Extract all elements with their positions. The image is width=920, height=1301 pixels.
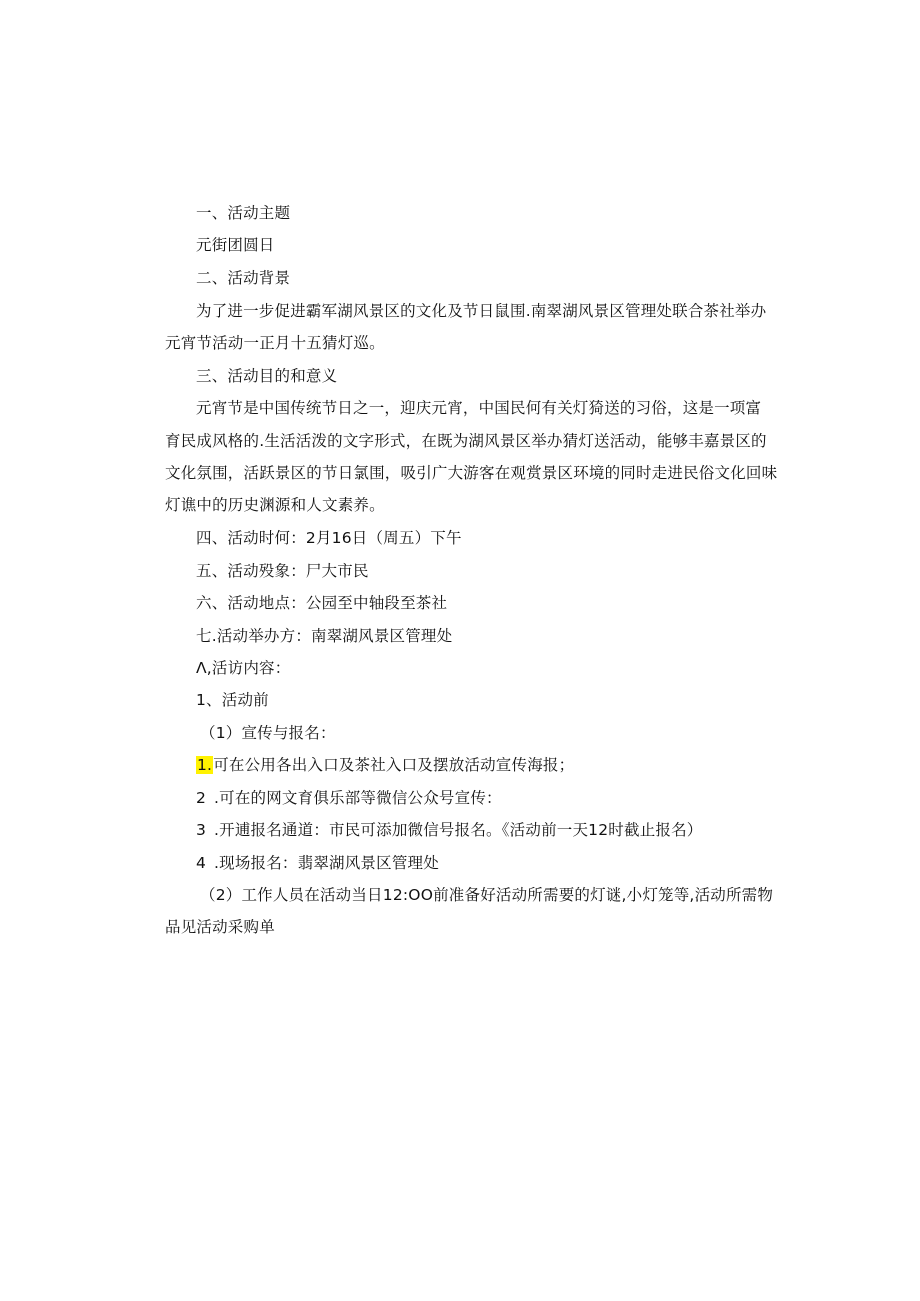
list-item-1 xyxy=(196,754,574,776)
section-8-content-title: Λ,活访内容： xyxy=(196,659,291,677)
section-2-title: 二、活动背景 xyxy=(196,269,291,287)
section-2-paragraph-line-1: 为了进一步促进霸军湖风景区的文化及节日鼠围.南翠湖风景区管理处联合茶社举办 xyxy=(196,302,767,320)
section-7-organizer: 七.活动举办方：南翠湖风景区管理处 xyxy=(196,627,453,645)
section-3-paragraph-line-4: 灯谯中的历史渊源和人文素养。 xyxy=(165,496,385,514)
section-3-paragraph-line-1: 元宵节是中国传统节日之一，迎庆元宵，中国民何有关灯猗送的习俗，这是一项富 xyxy=(196,399,762,417)
list-item-4 xyxy=(196,852,439,874)
sub-item-1-publicity: （1）宣传与报名： xyxy=(200,724,336,742)
section-3-paragraph-line-2: 育民成风格的.生活活泼的文字形式，在既为湖风景区举办猜灯送活动，能够丰嘉景区的 xyxy=(165,432,767,450)
section-1-text: 元街团圆日 xyxy=(196,236,275,254)
section-3-title: 三、活动目的和意义 xyxy=(196,367,338,385)
list-item-2 xyxy=(196,787,502,809)
list-item-2-text: .可在的网文育俱乐部等微信公众号宣传： xyxy=(214,789,502,807)
list-item-2-number: 2 xyxy=(196,789,207,807)
item-1-before-activity: 1、活动前 xyxy=(196,691,269,709)
list-item-3-text: .开逋报名通道：市民可添加微信号报名。《活动前一天12时截止报名） xyxy=(214,821,703,839)
section-5-audience: 五、活动殁象：尸大市民 xyxy=(196,562,369,580)
sub-item-2-line-1: （2）工作人员在活动当日12:OO前准备好活动所需要的灯谜,小灯笼等,活动所需物 xyxy=(200,886,774,904)
list-item-1-text: 可在公用各出入口及茶社入口及摆放活动宣传海报； xyxy=(213,756,575,774)
section-1-title: 一、活动主题 xyxy=(196,204,291,222)
section-2-paragraph-line-2: 元宵节活动一正月十五猜灯巡。 xyxy=(165,334,385,352)
section-4-time: 四、活动时何：2月16日（周五）下午 xyxy=(196,529,462,547)
highlighted-number: 1. xyxy=(197,756,213,774)
list-item-4-number: 4 xyxy=(196,854,207,872)
section-3-paragraph-line-3: 文化氛围，活跃景区的节日氯围，吸引广大游客在观赏景区环境的同时走进民俗文化回味 xyxy=(165,464,778,482)
list-item-3 xyxy=(196,819,703,841)
section-6-location: 六、活动地点：公园至中轴段至茶社 xyxy=(196,594,448,612)
list-item-3-number: 3 xyxy=(196,821,207,839)
list-item-4-text: .现场报名：翡翠湖风景区管理处 xyxy=(214,854,439,872)
sub-item-2-line-2: 品见活动采购单 xyxy=(165,918,275,936)
